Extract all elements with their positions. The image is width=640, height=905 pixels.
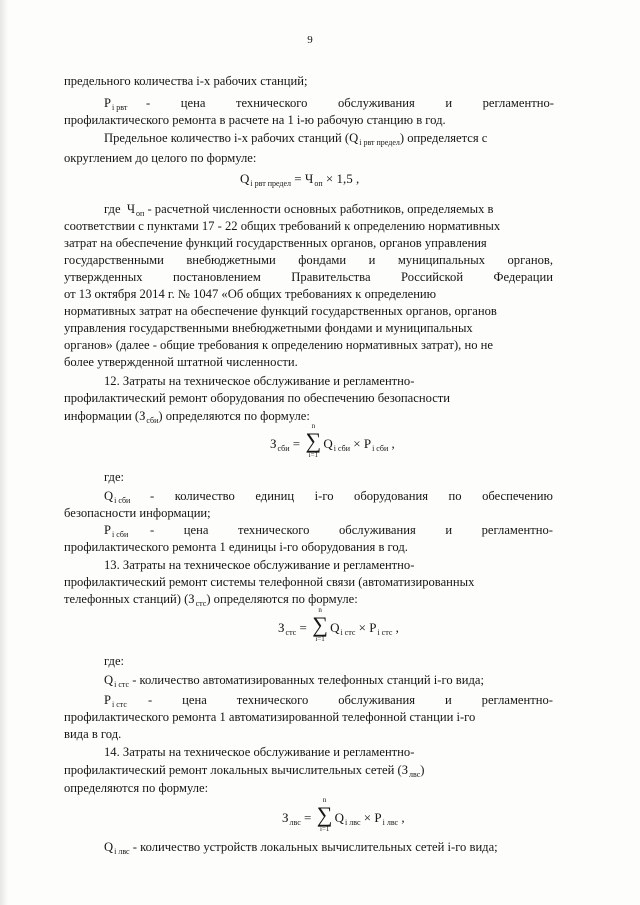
summation-sign: n ∑ i=1: [305, 422, 322, 459]
text-line: утвержденных постановлением Правительства Российской Федерации: [64, 270, 553, 284]
symbol-q-sbi: $Q_{i сби}$: [104, 489, 131, 505]
text-line: информации $(З_{сби})$ определяются по формуле:: [64, 409, 310, 425]
text-line: где:: [104, 470, 125, 484]
formula-z-sbi: $З_{сби}$ = n ∑ i=1 $Q_{i сби} \times P_{i сби}$ ,: [270, 422, 395, 459]
summation-sign: n ∑ i=1: [312, 606, 328, 643]
text-line: профилактического ремонта в расчете на 1 i-ю рабочую станцию в год.: [64, 113, 446, 127]
text-line: профилактический ремонт системы телефонной связи (автоматизированных: [64, 575, 475, 589]
text-line: затрат на обеспечение функций государственных органов, органов управления: [64, 236, 487, 250]
text-line: Предельное количество i-х рабочих станций $(Q_{i рвт предел})$ определяется с: [104, 131, 488, 147]
text-line: более утвержденной штатной численности.: [64, 355, 298, 369]
text-line: органов» (далее - общие требования к определению нормативных затрат), но не: [64, 338, 493, 352]
formula-z-lvs: $З_{лвс}$ = n ∑ i=1 $Q_{i лвс} \times P_{i лвс}$ ,: [282, 796, 405, 833]
text-line: определяются по формуле:: [64, 781, 209, 795]
text-line: - цена технического обслуживания и регламентно-: [146, 96, 554, 110]
text-line: 12. Затраты на техническое обслуживание и регламентно-: [104, 374, 415, 388]
text-line: $Q_{i стс}$ - количество автоматизированных телефонных станций i-го вида;: [104, 673, 484, 689]
text-line: округлением до целого по формуле:: [64, 151, 257, 165]
summation-sign: n ∑ i=1: [316, 796, 333, 833]
text-line: где:: [104, 654, 125, 668]
text-line: соответствии с пунктами 17 - 22 общих требований к определению нормативных: [64, 219, 501, 233]
page-number: 9: [307, 34, 313, 46]
text-line: где $Ч_{оп}$ - расчетной численности основных работников, определяемых в: [104, 202, 494, 218]
text-line: профилактический ремонт оборудования по обеспечению безопасности: [64, 391, 451, 405]
text-line: государственными внебюджетными фондами и муниципальных органов,: [64, 253, 553, 267]
text-line: 13. Затраты на техническое обслуживание и регламентно-: [104, 558, 415, 572]
scan-edge: [0, 0, 8, 905]
text-line: предельного количества i-х рабочих станций;: [64, 74, 308, 88]
text-line: нормативных затрат на обеспечение функций государственных органов, органов: [64, 304, 497, 318]
text-line: управления государственными внебюджетными фондами и муниципальных: [64, 321, 473, 335]
text-line: 14. Затраты на техническое обслуживание и регламентно-: [104, 745, 415, 759]
symbol-p-rvt: $P_{i рвт}$: [104, 96, 128, 112]
text-line: вида в год.: [64, 727, 122, 741]
formula-z-sts: $З_{стс}$ = n ∑ i=1 $Q_{i стс} \times P_{i стс}$ ,: [278, 606, 399, 643]
text-line: профилактического ремонта 1 единицы i-го оборудования в год.: [64, 540, 408, 554]
text-line: телефонных станций) $(З_{стс})$ определяются по формуле:: [64, 592, 358, 608]
text-line: - цена технического обслуживания и регламентно-: [150, 523, 553, 537]
symbol-p-sbi: $P_{i сби}$: [104, 523, 129, 539]
formula-q-rvt-predel: $Q_{i рвт предел} = Ч_{оп} \times 1,5$ ,: [240, 171, 360, 188]
text-line: - количество единиц i-го оборудования по обеспечению: [150, 489, 553, 503]
text-line: - цена технического обслуживания и регламентно-: [148, 693, 553, 707]
symbol-p-sts: $P_{i стс}$: [104, 693, 127, 709]
text-line: профилактического ремонта 1 автоматизированной телефонной станции i-го: [64, 710, 476, 724]
text-line: от 13 октября 2014 г. № 1047 «Об общих требованиях к определению: [64, 287, 437, 301]
text-line: безопасности информации;: [64, 506, 211, 520]
text-line: профилактический ремонт локальных вычислительных сетей $(З_{лвс})$: [64, 763, 425, 779]
text-line: $Q_{i лвс}$ - количество устройств локальных вычислительных сетей i-го вида;: [104, 840, 498, 856]
